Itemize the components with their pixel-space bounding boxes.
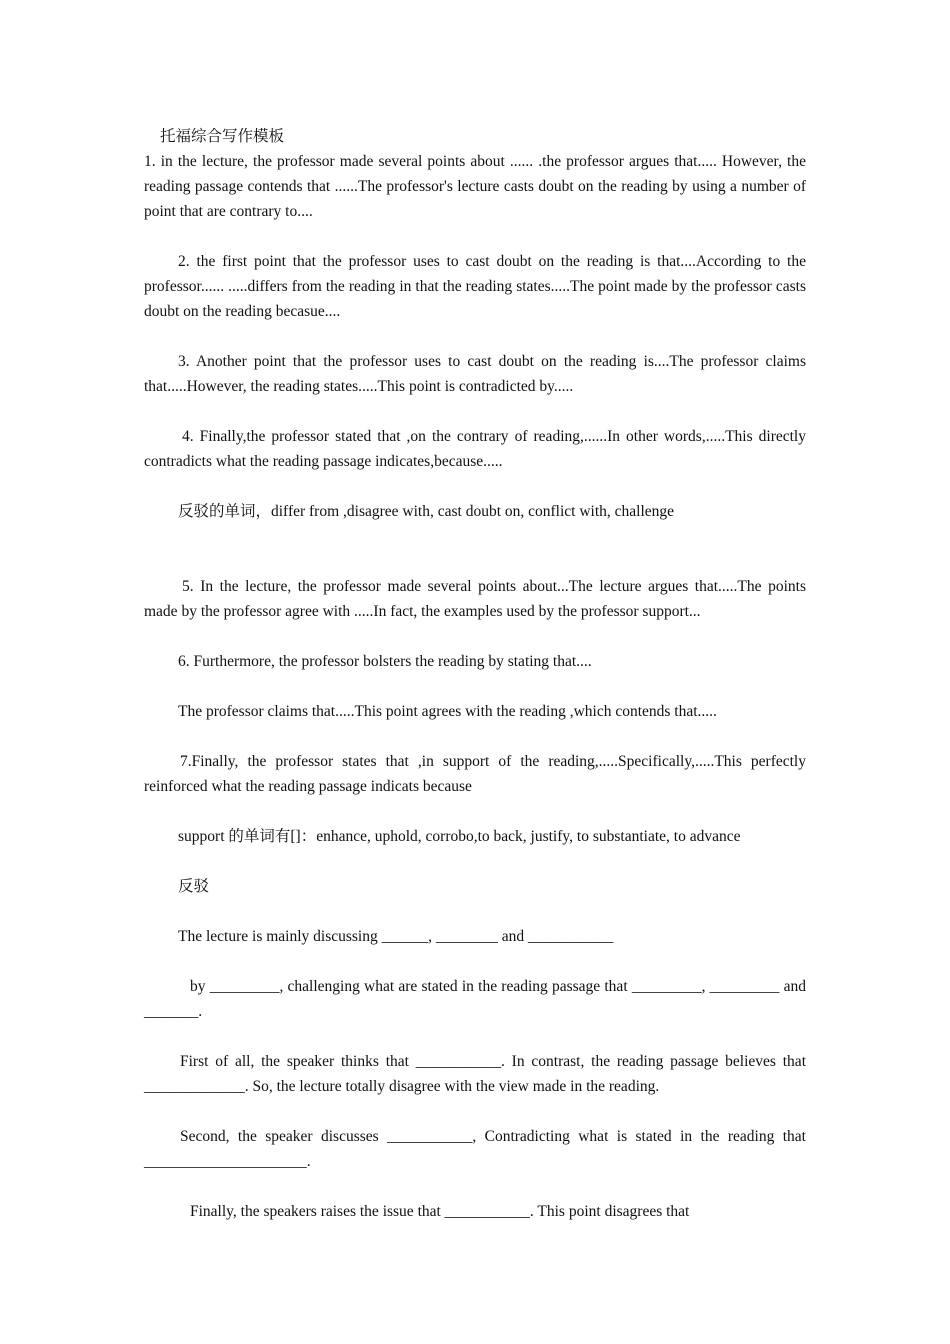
paragraph-5: 5. In the lecture, the professor made several points about...The lecture argues that.....The points made by the professor agree with .....In fact, the examples used by the professor support... [144,578,806,620]
template-finally: Finally, the speakers raises the issue that ___________. This point disagrees that [190,1203,690,1220]
document-title: 托福综合写作模板 [160,128,285,145]
rebuttal-vocab: 反驳的单词，differ from ,disagree with, cast doubt on, conflict with, challenge [178,503,675,520]
paragraph-3: 3. Another point that the professor uses to cast doubt on the reading is....The professor claims that.....However, the reading states.....This point is contradicted by..... [144,353,806,395]
template-first: First of all, the speaker thinks that ___________. In contrast, the reading passage believes that _____________. So, the lecture totally disagree with the view made in the reading. [144,1053,806,1095]
template-intro-cont: by _________, challenging what are stated in the reading passage that _________, _________ and _______. [144,978,806,1020]
paragraph-6: 6. Furthermore, the professor bolsters the reading by stating that.... [178,653,592,670]
paragraph-claims: The professor claims that.....This point agrees with the reading ,which contends that..... [178,703,717,720]
paragraph-2: 2. the first point that the professor uses to cast doubt on the reading is that....According to the professor...... .....differs from the reading in that the reading states.....The point made by the professor casts doubt on the reading becasue.... [144,253,806,320]
template-second: Second, the speaker discusses ___________, Contradicting what is stated in the reading that _____________________. [144,1128,806,1170]
rebuttal-heading: 反驳 [178,878,210,895]
template-intro: The lecture is mainly discussing ______, ________ and ___________ [178,928,614,945]
paragraph-4: 4. Finally,the professor stated that ,on the contrary of reading,......In other words,.....This directly contradicts what the reading passage indicates,because..... [144,428,806,470]
paragraph-7: 7.Finally, the professor states that ,in support of the reading,.....Specifically,.....This perfectly reinforced what the reading passage indicats because [144,753,806,795]
document-body [144,124,806,1224]
paragraph-1: 1. in the lecture, the professor made several points about ...... .the professor argues that..... However, the reading passage contends that ......The professor's lecture casts doubt on the reading by using a number of point that are contrary to.... [144,153,806,220]
support-vocab: support 的单词有[]：enhance, uphold, corrobo,to back, justify, to substantiate, to advance [178,828,741,845]
